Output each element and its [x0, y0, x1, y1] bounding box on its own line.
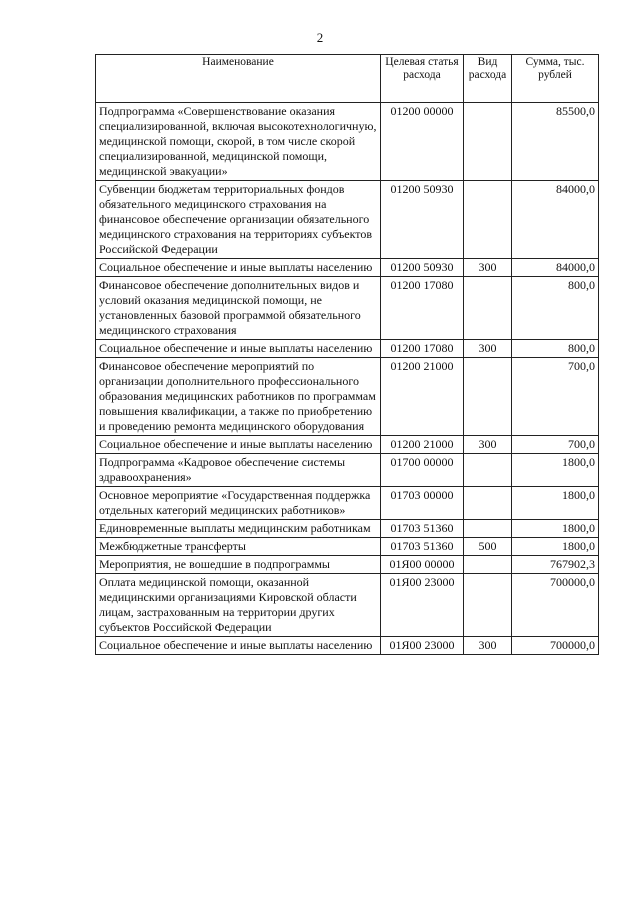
- table-row: [96, 454, 599, 487]
- row-type: 300: [464, 637, 512, 655]
- row-type: 300: [464, 259, 512, 277]
- header-sum: Сумма, тыс. рублей: [512, 55, 599, 103]
- row-type: [464, 358, 512, 436]
- row-code: 01200 17080: [381, 340, 464, 358]
- row-code: 01Я00 23000: [381, 637, 464, 655]
- row-type: [464, 181, 512, 259]
- row-name: Подпрограмма «Кадровое обеспечение системы здравоохранения»: [96, 454, 381, 487]
- row-code: 01Я00 23000: [381, 574, 464, 637]
- row-sum: 1800,0: [512, 454, 599, 487]
- row-sum: 84000,0: [512, 181, 599, 259]
- row-name: Финансовое обеспечение дополнительных видов и условий оказания медицинской помощи, не установленных базовой программой обязательного медицинского страхования: [96, 277, 381, 340]
- row-sum: 1800,0: [512, 487, 599, 520]
- row-code: 01200 50930: [381, 181, 464, 259]
- row-type: [464, 277, 512, 340]
- table-row: [96, 538, 599, 556]
- table-header-row: [96, 55, 599, 103]
- row-type: [464, 556, 512, 574]
- row-sum: 700000,0: [512, 574, 599, 637]
- table-row: [96, 436, 599, 454]
- table-body: [96, 103, 599, 655]
- row-name: Социальное обеспечение и иные выплаты населению: [96, 259, 381, 277]
- table-row: [96, 487, 599, 520]
- row-sum: 767902,3: [512, 556, 599, 574]
- header-name: Наименование: [96, 55, 381, 103]
- row-sum: 85500,0: [512, 103, 599, 181]
- row-type: [464, 454, 512, 487]
- row-code: 01200 21000: [381, 358, 464, 436]
- row-name: Подпрограмма «Совершенствование оказания специализированной, включая высокотехнологичную, медицинской помощи, скорой, в том числе скорой специализированной, медицинской помощи, медицинской эвакуации»: [96, 103, 381, 181]
- table-row: [96, 556, 599, 574]
- table-row: [96, 277, 599, 340]
- row-type: [464, 103, 512, 181]
- row-sum: 800,0: [512, 277, 599, 340]
- row-sum: 700000,0: [512, 637, 599, 655]
- row-type: [464, 487, 512, 520]
- row-sum: 1800,0: [512, 520, 599, 538]
- row-sum: 700,0: [512, 436, 599, 454]
- row-type: 300: [464, 436, 512, 454]
- table-row: [96, 574, 599, 637]
- row-type: [464, 520, 512, 538]
- row-code: 01200 00000: [381, 103, 464, 181]
- row-type: 500: [464, 538, 512, 556]
- row-name: Социальное обеспечение и иные выплаты населению: [96, 436, 381, 454]
- row-type: 300: [464, 340, 512, 358]
- budget-table: [95, 54, 599, 655]
- row-sum: 1800,0: [512, 538, 599, 556]
- table-row: [96, 103, 599, 181]
- row-name: Финансовое обеспечение мероприятий по организации дополнительного профессионального образования медицинских работников по программам повышения квалификации, а также по приобретению и проведению ремонта медицинского оборудования: [96, 358, 381, 436]
- row-code: 01200 21000: [381, 436, 464, 454]
- header-target-article: Целевая статья расхода: [381, 55, 464, 103]
- row-name: Основное мероприятие «Государственная поддержка отдельных категорий медицинских работников»: [96, 487, 381, 520]
- row-code: 01Я00 00000: [381, 556, 464, 574]
- row-sum: 700,0: [512, 358, 599, 436]
- page-number: 2: [316, 30, 324, 45]
- row-code: 01200 50930: [381, 259, 464, 277]
- row-sum: 800,0: [512, 340, 599, 358]
- row-name: Субвенции бюджетам территориальных фондов обязательного медицинского страхования на финансовое обеспечение организации обязательного медицинского страхования на территориях субъектов Российской Федерации: [96, 181, 381, 259]
- row-name: Единовременные выплаты медицинским работникам: [96, 520, 381, 538]
- row-code: 01200 17080: [381, 277, 464, 340]
- row-name: Оплата медицинской помощи, оказанной медицинскими организациями Кировской области лицам, застрахованным на территории других субъектов Российской Федерации: [96, 574, 381, 637]
- row-code: 01700 00000: [381, 454, 464, 487]
- row-name: Социальное обеспечение и иные выплаты населению: [96, 340, 381, 358]
- table-row: [96, 340, 599, 358]
- row-code: 01703 51360: [381, 520, 464, 538]
- table-row: [96, 637, 599, 655]
- table-row: [96, 181, 599, 259]
- table-row: [96, 520, 599, 538]
- row-code: 01703 51360: [381, 538, 464, 556]
- table-row: [96, 358, 599, 436]
- row-name: Межбюджетные трансферты: [96, 538, 381, 556]
- row-name: Социальное обеспечение и иные выплаты населению: [96, 637, 381, 655]
- row-sum: 84000,0: [512, 259, 599, 277]
- row-type: [464, 574, 512, 637]
- header-expense-type: Вид расхода: [464, 55, 512, 103]
- row-code: 01703 00000: [381, 487, 464, 520]
- row-name: Мероприятия, не вошедшие в подпрограммы: [96, 556, 381, 574]
- table-row: [96, 259, 599, 277]
